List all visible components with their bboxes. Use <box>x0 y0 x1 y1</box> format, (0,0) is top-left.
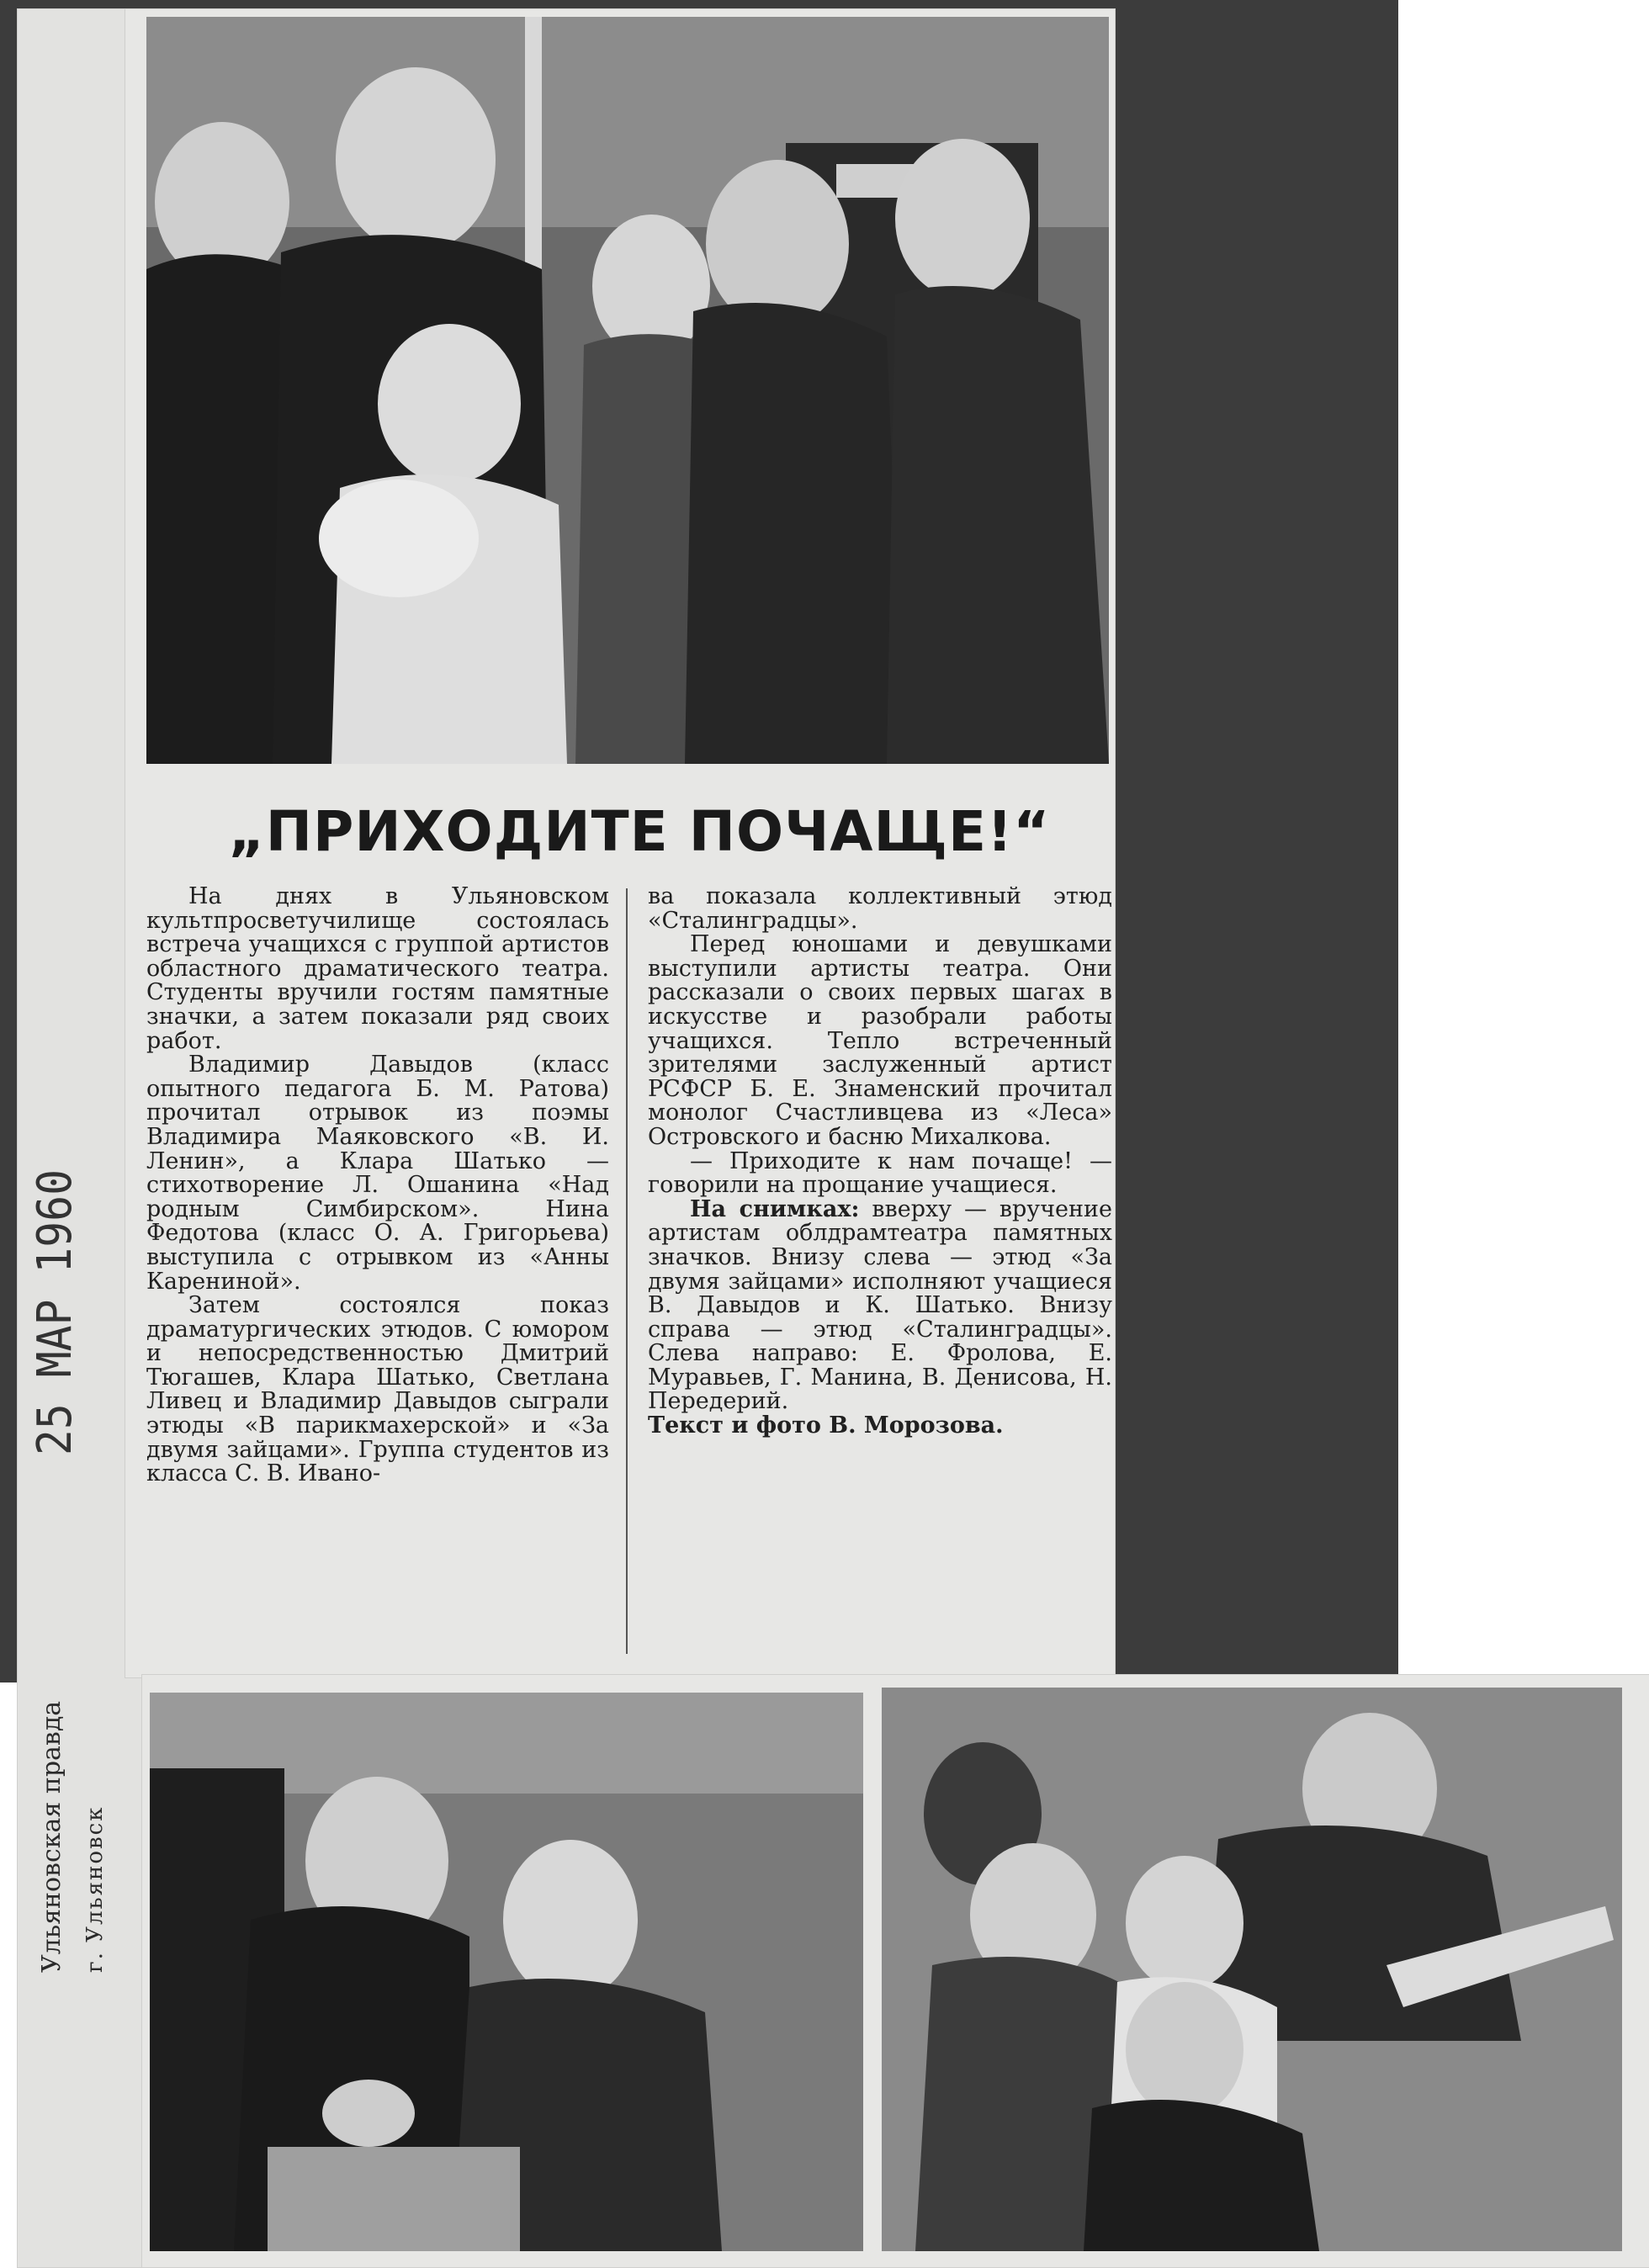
article-paragraph: — Приходите к нам почаще! — говорили на прощание учащиеся. <box>648 1147 1112 1199</box>
photo-bottom-right-stalingradtsy <box>882 1688 1622 2251</box>
article-paragraph: На днях в Ульяновском культпросветучилище состоялась встреча учащихся с группой артистов областного драматического театра. Студенты вручили гостям памятные значки, а затем показали ряд своих работ. <box>146 883 609 1054</box>
photo-top-group-presentation <box>146 17 1109 764</box>
article-paragraph: Перед юношами и девушками выступили артисты театра. Они рассказали о своих первых шагах в искусстве и разобрали работы учащихся. Тепло встреченный зрителями заслуженный артист РСФСР Б. Е. Знаменский прочитал монолог Счастливцева из «Леса» Островского и басню Михалкова. <box>648 931 1112 1150</box>
column-divider <box>626 888 628 1654</box>
caption-text: вверху — вручение артистам облдрамтеатра памятных значков. Внизу слева — этюд «За двумя зайцами» исполняют учащиеся В. Давыдов и К. Шатько. Внизу справа — этюд «Сталинградцы». Слева направо: Е. Фролова, Е. Муравьев, Г. Манина, В. Денисова, Н. Передерий. <box>648 1195 1112 1415</box>
photo-bottom-left-etude <box>150 1693 863 2251</box>
source-newspaper-label: Ульяновская правда <box>37 1700 66 1973</box>
article-paragraph: Владимир Давыдов (класс опытного педагога Б. М. Ратова) прочитал отрывок из поэмы Владимира Маяковского «В. И. Ленин», а Клара Шатько — стихотворение Л. Ошанина «Над родным Симбирском». Нина Федотова (класс О. А. Григорьева) выступила с отрывком из «Анны Карениной». <box>146 1052 609 1295</box>
date-stamp-text: 25 МАР 1960 <box>32 1161 82 1455</box>
article-paragraph: Затем состоялся показ драматургических этюдов. С юмором и непосредственностью Дмитрий Тюгашев, Клара Шатько, Светлана Ливец и Владимир Давыдов сыграли этюды «В парикмахерской» и «За двумя зайцами». Группа студентов из класса С. В. Ивано- <box>146 1292 609 1487</box>
article-column-right <box>648 885 1112 1439</box>
date-stamp <box>32 1161 82 1464</box>
photo-caption <box>648 1195 1112 1415</box>
source-city-label: г. Ульяновск <box>82 1805 108 1973</box>
article-column-left <box>146 885 609 1486</box>
caption-label: На снимках: <box>690 1195 860 1222</box>
article-paragraph-continuation: ва показала коллективный этюд «Сталинградцы». <box>648 883 1112 934</box>
article-headline: „ПРИХОДИТЕ ПОЧАЩЕ!“ <box>228 799 1051 864</box>
article-credit: Текст и фото В. Морозова. <box>648 1412 1004 1439</box>
